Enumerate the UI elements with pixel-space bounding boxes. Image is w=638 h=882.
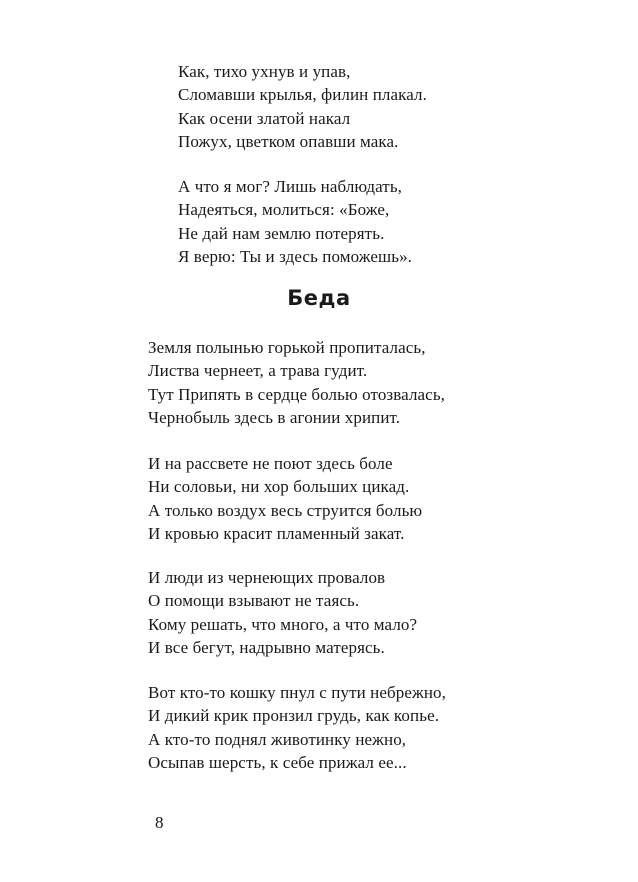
verse-line: Чернобыль здесь в агонии хрипит. (148, 407, 401, 427)
verse-line: Пожух, цветком опавши мака. (178, 131, 399, 151)
verse-line: Я верю: Ты и здесь поможешь». (178, 246, 413, 266)
poem-stanza-3 (148, 566, 417, 659)
poem-stanza-1 (148, 336, 445, 429)
verse-line: И люди из чернеющих провалов (148, 568, 386, 587)
verse-line: И все бегут, надрывно матерясь. (148, 637, 385, 657)
verse-line: Как, тихо ухнув и упав, (178, 62, 351, 81)
poem-title: Беда (287, 286, 351, 310)
verse-line: А только воздух весь струится болью (148, 500, 423, 520)
verse-line: Осыпав шерсть, к себе прижал ее... (148, 752, 407, 772)
poem-stanza-2 (148, 452, 422, 545)
page-number: 8 (155, 813, 164, 832)
verse-line: А что я мог? Лишь наблюдать, (178, 177, 403, 196)
verse-line: Надеяться, молиться: «Боже, (178, 200, 390, 220)
verse-line: Листва чернеет, а трава гудит. (148, 361, 368, 381)
intro-stanza-2 (178, 175, 412, 268)
intro-stanza-1 (178, 60, 427, 153)
verse-line: Земля полынью горькой пропиталась, (148, 338, 426, 357)
poem-stanza-4 (148, 681, 446, 774)
verse-line: И на рассвете не поют здесь боле (148, 454, 393, 473)
verse-line: Вот кто-то кошку пнул с пути небрежно, (148, 683, 446, 702)
verse-line: И кровью красит пламенный закат. (148, 523, 405, 543)
verse-line: Ни соловьи, ни хор больших цикад. (148, 477, 410, 497)
verse-line: Как осени златой накал (178, 108, 351, 128)
verse-line: Кому решать, что много, а что мало? (148, 614, 418, 634)
verse-line: А кто-то поднял животинку нежно, (148, 729, 407, 749)
verse-line: Сломавши крылья, филин плакал. (178, 85, 427, 105)
verse-line: Тут Припять в сердце болью отозвалась, (148, 384, 446, 404)
verse-line: О помощи взывают не таясь. (148, 591, 360, 611)
verse-line: И дикий крик пронзил грудь, как копье. (148, 706, 440, 726)
verse-line: Не дай нам землю потерять. (178, 223, 385, 243)
